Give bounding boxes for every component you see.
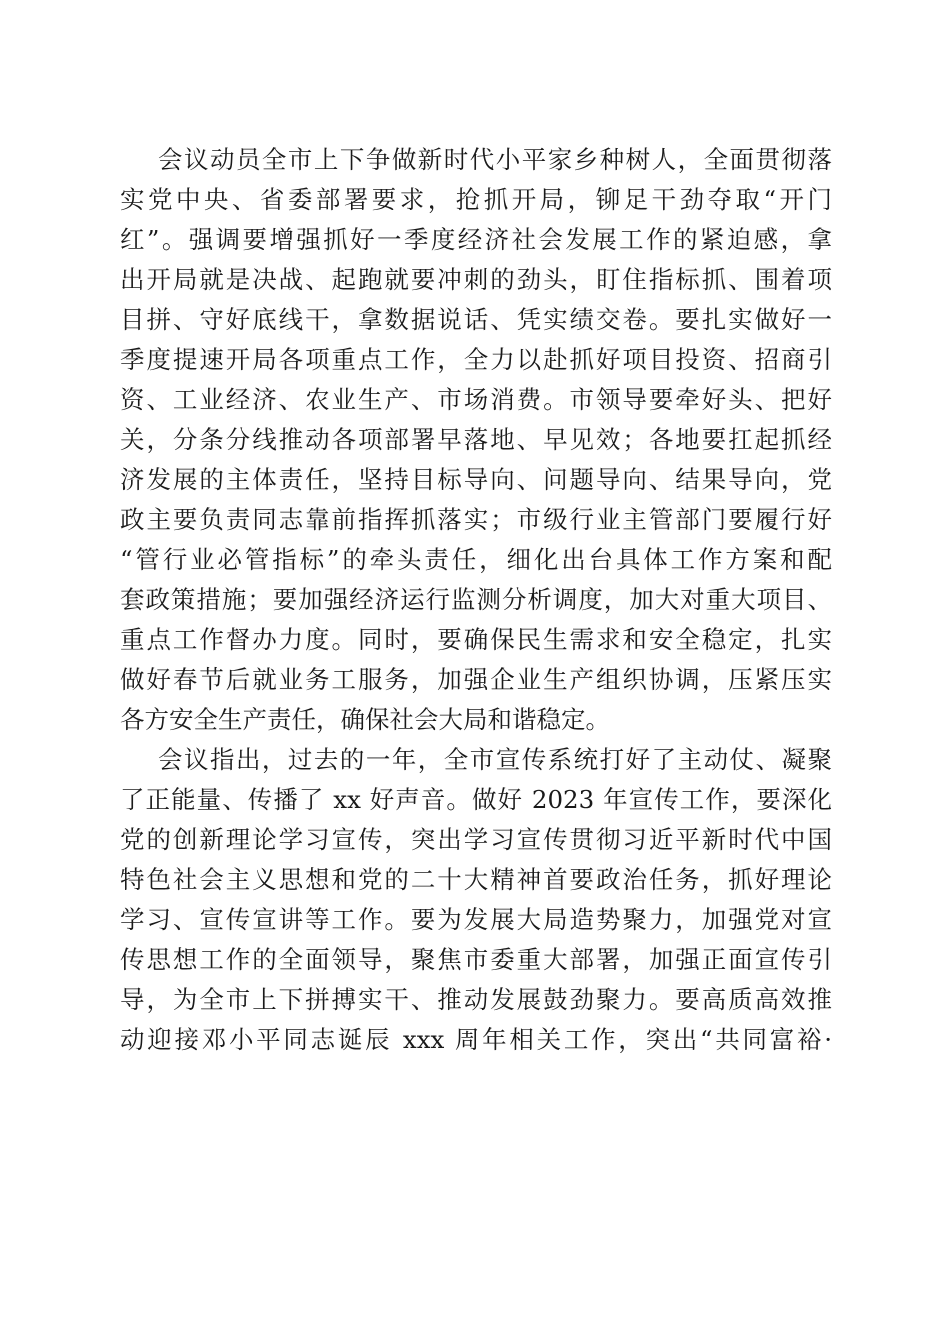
text-line: 导，为全市上下拼搏实干、推动发展鼓劲聚力。要高质高效推 — [120, 985, 832, 1014]
text-line: 出开局就是决战、起跑就要冲刺的劲头，盯住指标抓、围着项 — [120, 265, 832, 294]
text-line: 资、工业经济、农业生产、市场消费。市领导要牵好头、把好 — [120, 385, 832, 414]
text-line: 各方安全生产责任，确保社会大局和谐稳定。 — [120, 705, 610, 734]
text-line: 特色社会主义思想和党的二十大精神首要政治任务，抓好理论 — [120, 865, 832, 894]
text-line: 季度提速开局各项重点工作，全力以赴抓好项目投资、招商引 — [120, 345, 832, 374]
text-line: 传思想工作的全面领导，聚焦市委重大部署，加强正面宣传引 — [120, 945, 832, 974]
text-line: “管行业必管指标”的牵头责任，细化出台具体工作方案和配 — [120, 545, 832, 574]
text-line: 做好春节后就业务工服务，加强企业生产组织协调，压紧压实 — [120, 665, 832, 694]
text-line: 了正能量、传播了 xx 好声音。做好 2023 年宣传工作，要深化 — [120, 785, 832, 814]
text-line: 党的创新理论学习宣传，突出学习宣传贯彻习近平新时代中国 — [120, 825, 832, 854]
text-line: 实党中央、省委部署要求，抢抓开局，铆足干劲夺取“开门 — [120, 185, 832, 214]
text-line: 重点工作督办力度。同时，要确保民生需求和安全稳定，扎实 — [120, 625, 832, 654]
text-line: 套政策措施；要加强经济运行监测分析调度，加大对重大项目、 — [120, 585, 832, 614]
text-line: 目拼、守好底线干，拿数据说话、凭实绩交卷。要扎实做好一 — [120, 305, 832, 334]
text-line: 学习、宣传宣讲等工作。要为发展大局造势聚力，加强党对宣 — [120, 905, 832, 934]
text-line: 红”。强调要增强抓好一季度经济社会发展工作的紧迫感，拿 — [120, 225, 832, 254]
text-line: 关，分条分线推动各项部署早落地、早见效；各地要扛起抓经 — [120, 425, 832, 454]
text-line: 济发展的主体责任，坚持目标导向、问题导向、结果导向，党 — [120, 465, 832, 494]
text-line: 动迎接邓小平同志诞辰 xxx 周年相关工作，突出“共同富裕· — [120, 1025, 832, 1054]
text-line: 政主要负责同志靠前指挥抓落实；市级行业主管部门要履行好 — [120, 505, 832, 534]
text-line: 会议动员全市上下争做新时代小平家乡种树人，全面贯彻落 — [158, 145, 832, 174]
text-line: 会议指出，过去的一年，全市宣传系统打好了主动仗、凝聚 — [158, 745, 832, 774]
